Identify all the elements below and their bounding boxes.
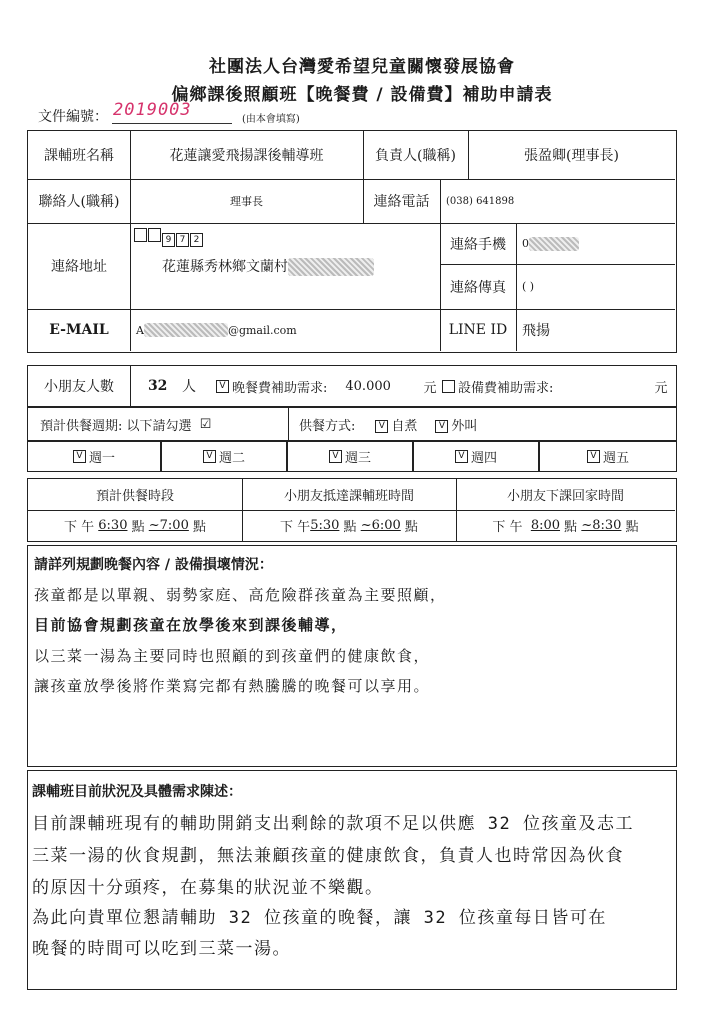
email-value — [130, 309, 440, 351]
day-item — [287, 441, 413, 472]
address-text: 花蓮縣秀林鄉文蘭村 — [162, 259, 288, 275]
time-table — [27, 478, 677, 542]
day-label: 週四 — [470, 451, 497, 466]
pm-label: 下 午 — [492, 520, 523, 535]
contact-label: 聯絡人(職稱) — [38, 194, 120, 210]
info-table — [27, 130, 677, 353]
meal-time-header: 預計供餐時段 — [95, 489, 174, 504]
takeout-label: 外叫 — [451, 418, 478, 434]
status-line: 目前課輔班現有的輔助開銷支出剩餘的款項不足以供應 32 位孩童及志工 — [32, 814, 634, 834]
manager-label: 負責人(職稱) — [375, 148, 456, 164]
dinner-label: 晚餐費補助需求: — [232, 380, 328, 396]
day-label: 週五 — [602, 451, 629, 466]
cycle-row — [27, 407, 677, 441]
day-checkbox[interactable]: V — [203, 450, 216, 463]
day-item — [539, 441, 677, 472]
arrive-time-value — [242, 510, 456, 541]
zip-digit: 9 — [162, 233, 175, 247]
redacted-block — [288, 258, 374, 276]
time-start: 6:30 — [98, 518, 128, 533]
kids-count-value: 32 — [147, 378, 168, 394]
address-label: 連絡地址 — [51, 259, 107, 275]
equipment-subsidy — [440, 366, 640, 406]
day-checkbox[interactable]: V — [73, 450, 86, 463]
plan-line: 孩童都是以單親、弱勢家庭、高危險群孩童為主要照顧， — [34, 586, 447, 604]
zip-code-boxes — [134, 227, 204, 247]
email-suffix: @gmail.com — [227, 323, 297, 337]
status-line: 晚餐的時間可以吃到三菜一湯。 — [32, 939, 291, 959]
hour-label: 點 — [343, 520, 357, 535]
status-title: 課輔班目前狀況及具體需求陳述： — [32, 784, 242, 800]
equipment-checkbox[interactable] — [442, 380, 455, 393]
mobile-label: 連絡手機 — [450, 236, 506, 253]
status-line: 三菜一湯的伙食規劃，無法兼顧孩童的健康飲食，負責人也時常因為伙食 — [32, 846, 624, 866]
method-label: 供餐方式: — [299, 418, 356, 434]
hour-label: 點 — [625, 520, 639, 535]
self-cook-checkbox[interactable]: V — [375, 420, 388, 433]
dinner-amount: 40.000 — [345, 378, 391, 394]
doc-number-underline — [112, 123, 232, 124]
status-line: 為此向貴單位懇請輔助 32 位孩童的晚餐，讓 32 位孩童每日皆可在 — [32, 908, 607, 928]
class-name-value: 花蓮讓愛飛揚課後輔導班 — [169, 148, 324, 164]
equipment-label: 設備費補助需求: — [458, 380, 554, 396]
email-label: E-MAIL — [49, 322, 109, 338]
kids-label: 小朋友人數 — [44, 379, 114, 395]
zip-digit: 2 — [190, 233, 203, 247]
cycle-check: ☑ — [199, 416, 212, 432]
line-id-value: 飛揚 — [522, 323, 550, 339]
redacted-block — [529, 237, 579, 251]
class-name-label: 課輔班名稱 — [44, 148, 114, 164]
mobile-text: 0 — [522, 237, 529, 250]
time-end: ~6:00 — [360, 518, 401, 533]
takeout-checkbox[interactable]: V — [435, 420, 448, 433]
hour-label: 點 — [131, 520, 145, 535]
plan-line: 目前協會規劃孩童在放學後來到課後輔導， — [34, 616, 348, 634]
day-label: 週二 — [218, 451, 245, 466]
zip-digit — [148, 228, 161, 242]
day-checkbox[interactable]: V — [329, 450, 342, 463]
email-prefix: A — [136, 323, 144, 337]
form-title: 偏鄉課後照顧班【晚餐費 / 設備費】補助申請表 — [171, 85, 553, 105]
day-checkbox[interactable]: V — [587, 450, 600, 463]
day-label: 週一 — [88, 451, 115, 466]
redacted-block — [144, 323, 228, 337]
doc-number-label: 文件編號： — [38, 109, 108, 125]
dinner-subsidy — [214, 366, 429, 406]
doc-number-note: (由本會填寫) — [242, 114, 300, 125]
hour-label: 點 — [404, 520, 418, 535]
day-item — [413, 441, 539, 472]
day-item — [27, 441, 161, 472]
day-item — [161, 441, 287, 472]
kids-count — [130, 366, 214, 406]
zip-digit: 7 — [176, 233, 189, 247]
time-end: ~8:30 — [581, 518, 622, 533]
manager-value: 張盈卿(理事長) — [524, 148, 619, 164]
kids-unit: 人 — [182, 379, 197, 395]
cycle-label-text: 預計供餐週期: 以下請勾選 — [40, 418, 192, 434]
days-row — [27, 441, 677, 473]
doc-number-handwritten: 2019003 — [113, 100, 192, 120]
hour-label: 點 — [193, 520, 207, 535]
equipment-unit: 元 — [654, 380, 668, 396]
cycle-label — [34, 408, 288, 440]
meal-time-value — [28, 510, 242, 541]
phone-label: 連絡電話 — [373, 194, 430, 210]
status-section — [27, 770, 677, 990]
zip-digit — [134, 228, 147, 242]
day-label: 週三 — [344, 451, 371, 466]
leave-time-value — [456, 510, 675, 541]
plan-line: 以三菜一湯為主要同時也照顧的到孩童們的健康飲食， — [34, 647, 431, 665]
line-id-label: LINE ID — [448, 322, 508, 338]
fax-label: 連絡傳真 — [450, 279, 506, 296]
mobile-value — [516, 223, 675, 264]
organization-name: 社團法人台灣愛希望兒童關懷發展協會 — [209, 57, 515, 77]
leave-time-header: 小朋友下課回家時間 — [506, 489, 624, 504]
plan-line: 讓孩童放學後將作業寫完都有熱騰騰的晚餐可以享用。 — [34, 677, 431, 695]
plan-title: 請詳列規劃晚餐內容 / 設備損壞情況： — [34, 557, 273, 573]
plan-section — [27, 545, 677, 767]
pm-label: 下 午 — [63, 520, 95, 535]
hour-label: 點 — [564, 520, 578, 535]
time-start: 8:00 — [530, 518, 561, 533]
arrive-time-header: 小朋友抵達課輔班時間 — [283, 489, 414, 504]
dinner-unit: 元 — [423, 380, 437, 396]
address-value — [162, 256, 374, 276]
time-end: ~7:00 — [148, 518, 189, 533]
self-cook-label: 自煮 — [391, 418, 418, 434]
time-start: 5:30 — [310, 518, 340, 533]
pm-label: 下 午 — [280, 520, 311, 535]
contact-value: 理事長 — [230, 195, 263, 208]
fax-value: ( ) — [522, 280, 535, 293]
method-row — [293, 408, 673, 440]
day-checkbox[interactable]: V — [455, 450, 468, 463]
dinner-checkbox[interactable]: V — [216, 380, 229, 393]
kids-row — [27, 365, 677, 407]
status-line: 的原因十分頭疼，在募集的狀況並不樂觀。 — [32, 878, 384, 898]
phone-value: (038) 641898 — [446, 195, 515, 207]
